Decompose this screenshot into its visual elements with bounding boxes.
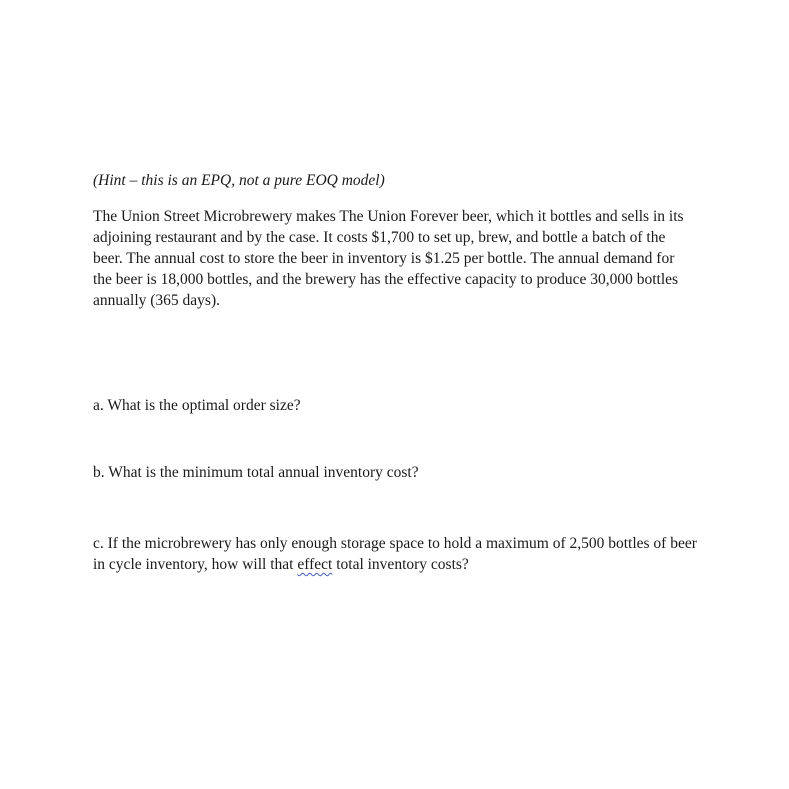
grammar-flagged-word[interactable]: effect (297, 556, 333, 573)
question-c-line-2 (93, 554, 733, 575)
problem-statement (93, 206, 733, 311)
question-a: a. What is the optimal order size? (93, 397, 301, 414)
question-b: b. What is the minimum total annual inventory cost? (93, 464, 419, 481)
problem-line: adjoining restaurant and by the case. It costs $1,700 to set up, brew, and bottle a batch of the (93, 229, 666, 246)
hint-text: (Hint – this is an EPQ, not a pure EOQ model) (93, 172, 385, 189)
question-c-text-after: total inventory costs? (332, 556, 469, 573)
problem-line: the beer is 18,000 bottles, and the brewery has the effective capacity to produce 30,000 bottles (93, 271, 679, 288)
problem-line: beer. The annual cost to store the beer in inventory is $1.25 per bottle. The annual demand for (93, 250, 675, 267)
problem-line: annually (365 days). (93, 292, 220, 309)
question-c-line-1: c. If the microbrewery has only enough storage space to hold a maximum of 2,500 bottles of beer (93, 535, 697, 552)
question-c-text-before: in cycle inventory, how will that (93, 556, 298, 573)
question-c (93, 533, 733, 575)
problem-line: The Union Street Microbrewery makes The Union Forever beer, which it bottles and sells in its (93, 208, 684, 225)
